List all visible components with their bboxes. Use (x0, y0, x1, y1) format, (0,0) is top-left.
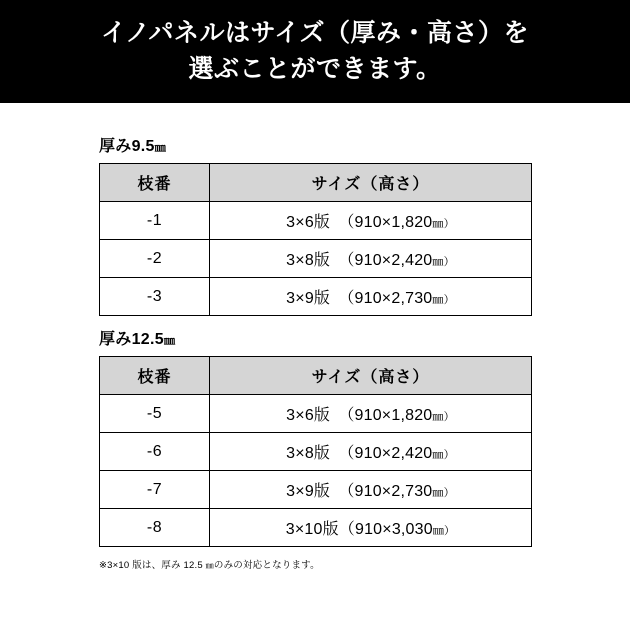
cell-size-unit: ㎜） (432, 218, 455, 230)
cell-size-text: 3×8版 （910×2,420 (286, 445, 433, 462)
table-row (100, 471, 532, 509)
cell-code: -1 (100, 202, 210, 240)
section-title-9-5-text: 厚み9.5 (99, 138, 155, 155)
cell-size-unit: ㎜） (432, 487, 455, 499)
cell-size (210, 240, 532, 278)
footnote-text-after: のみの対応となります。 (213, 560, 320, 571)
cell-size-unit: ㎜） (432, 411, 455, 423)
cell-size-text: 3×6版 （910×1,820 (286, 214, 433, 231)
table-row (100, 202, 532, 240)
column-header-size: サイズ（高さ） (210, 164, 532, 202)
section-thickness-12-5 (99, 326, 531, 547)
header-title-line1: イノパネルはサイズ（厚み・高さ）を (100, 19, 529, 47)
cell-size (210, 471, 532, 509)
section-thickness-9-5 (99, 133, 531, 316)
cell-code: -8 (100, 509, 210, 547)
cell-size (210, 395, 532, 433)
section-title-12-5 (99, 326, 531, 349)
cell-size-unit: ㎜） (432, 525, 456, 537)
cell-size-unit: ㎜） (432, 294, 455, 306)
cell-size (210, 433, 532, 471)
table-row (100, 395, 532, 433)
column-header-size: サイズ（高さ） (210, 357, 532, 395)
table-row (100, 509, 532, 547)
cell-size (210, 509, 532, 547)
table-row (100, 240, 532, 278)
spec-table-12-5 (99, 356, 532, 547)
spec-table-9-5 (99, 163, 532, 316)
cell-size (210, 278, 532, 316)
column-header-code: 枝番 (100, 357, 210, 395)
cell-size-text: 3×8版 （910×2,420 (286, 252, 433, 269)
table-header-row (100, 357, 532, 395)
cell-size-text: 3×9版 （910×2,730 (286, 483, 433, 500)
cell-size-text: 3×10版（910×3,030 (285, 521, 433, 538)
cell-size-unit: ㎜） (432, 256, 455, 268)
footnote-text-before: ※3×10 版は、厚み 12.5 (99, 560, 206, 571)
footnote-unit: ㎜ (205, 561, 214, 570)
section-title-12-5-text: 厚み12.5 (99, 331, 164, 348)
section-title-9-5-unit: ㎜ (154, 142, 166, 154)
header-banner (0, 0, 630, 103)
cell-code: -6 (100, 433, 210, 471)
table-header-row (100, 164, 532, 202)
cell-size-unit: ㎜） (432, 449, 455, 461)
column-header-code: 枝番 (100, 164, 210, 202)
section-title-9-5 (99, 133, 531, 156)
footnote (99, 557, 531, 571)
table-row (100, 278, 532, 316)
section-title-12-5-unit: ㎜ (163, 335, 175, 347)
cell-code: -3 (100, 278, 210, 316)
table-row (100, 433, 532, 471)
header-title-line2: 選ぶことができます。 (188, 54, 442, 83)
cell-size (210, 202, 532, 240)
cell-code: -2 (100, 240, 210, 278)
cell-code: -5 (100, 395, 210, 433)
content-area (0, 103, 630, 571)
cell-code: -7 (100, 471, 210, 509)
cell-size-text: 3×6版 （910×1,820 (286, 407, 433, 424)
cell-size-text: 3×9版 （910×2,730 (286, 290, 433, 307)
